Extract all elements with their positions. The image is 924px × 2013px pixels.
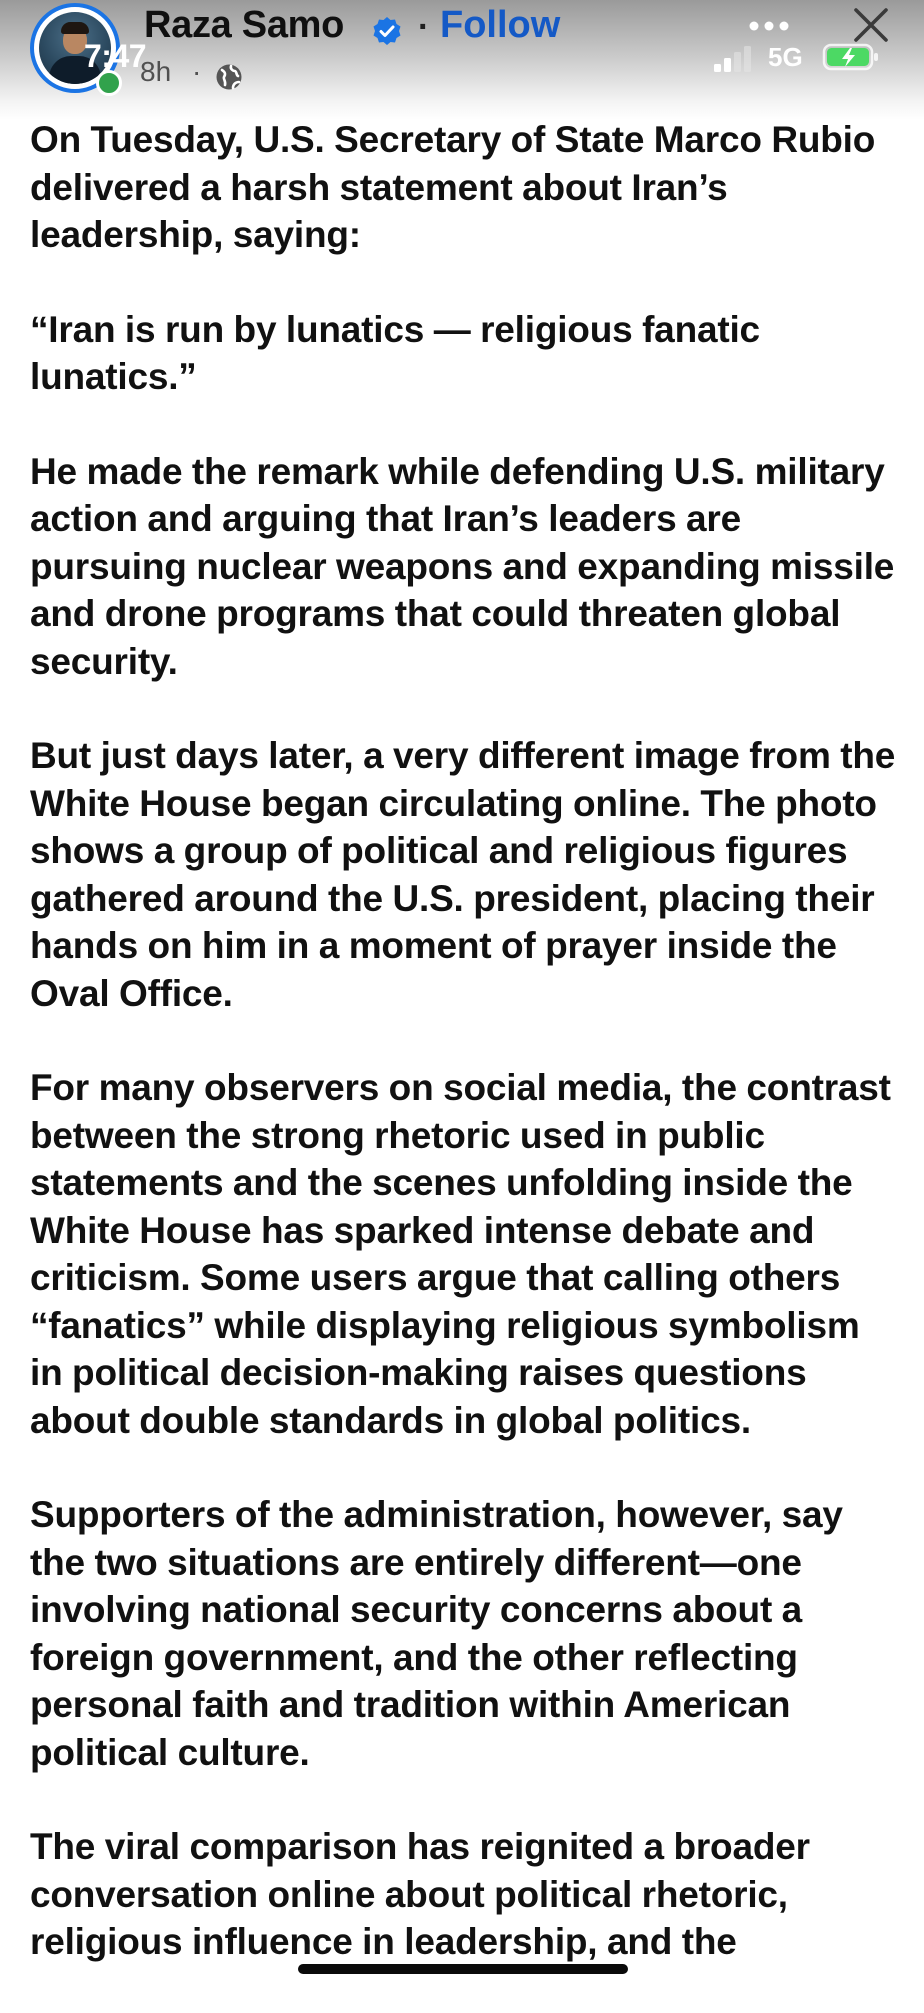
post-paragraph: But just days later, a very different image from the White House began circulating online. The photo shows a group of political and religious figures gathered around the U.S. president, placing their hands on him in a moment of prayer inside the Oval Office. (30, 735, 896, 1014)
post-text (30, 116, 900, 2013)
network-type-label: 5G (768, 42, 803, 72)
signal-bars-icon (712, 44, 756, 74)
author-name[interactable]: Raza Samo (144, 4, 345, 46)
more-dots-icon[interactable] (746, 18, 792, 34)
post-paragraph: The viral comparison has reignited a broader conversation online about political rhetoric, religious influence in leadership, and the (30, 1826, 810, 1962)
post-timestamp[interactable]: 8h (140, 56, 172, 87)
globe-icon (214, 62, 244, 92)
verified-badge-icon (372, 16, 402, 46)
post-paragraph: He made the remark while defending U.S. military action and arguing that Iran’s leaders are pursuing nuclear weapons and expanding missile and drone programs that could threaten global security. (30, 450, 895, 682)
avatar-hair (61, 22, 89, 34)
battery-charging-icon (822, 42, 880, 72)
status-bar-time: 7:47 (84, 38, 147, 74)
timestamp-separator: · (192, 56, 202, 87)
name-follow-separator: · (418, 8, 430, 46)
post-paragraph: For many observers on social media, the contrast between the strong rhetoric used in public statements and the scenes unfolding inside the White House has sparked intense debate and criticism. Some users argue that calling others “fanatics” while displaying religious symbolism in political decision-making raises questions about double standards in global politics. (30, 1067, 891, 1441)
post-paragraph: Supporters of the administration, however, say the two situations are entirely different—one involving national security concerns about a foreign government, and the other reflecting personal faith and tradition within American political culture. (30, 1494, 843, 1773)
post-paragraph: On Tuesday, U.S. Secretary of State Marco Rubio delivered a harsh statement about Iran’s leadership, saying: (30, 119, 876, 255)
home-indicator[interactable] (298, 1964, 628, 1974)
follow-button[interactable]: Follow (440, 4, 561, 46)
close-icon[interactable] (852, 6, 890, 44)
post-paragraph: “Iran is run by lunatics — religious fanatic lunatics.” (30, 308, 760, 397)
post-header (0, 0, 924, 110)
